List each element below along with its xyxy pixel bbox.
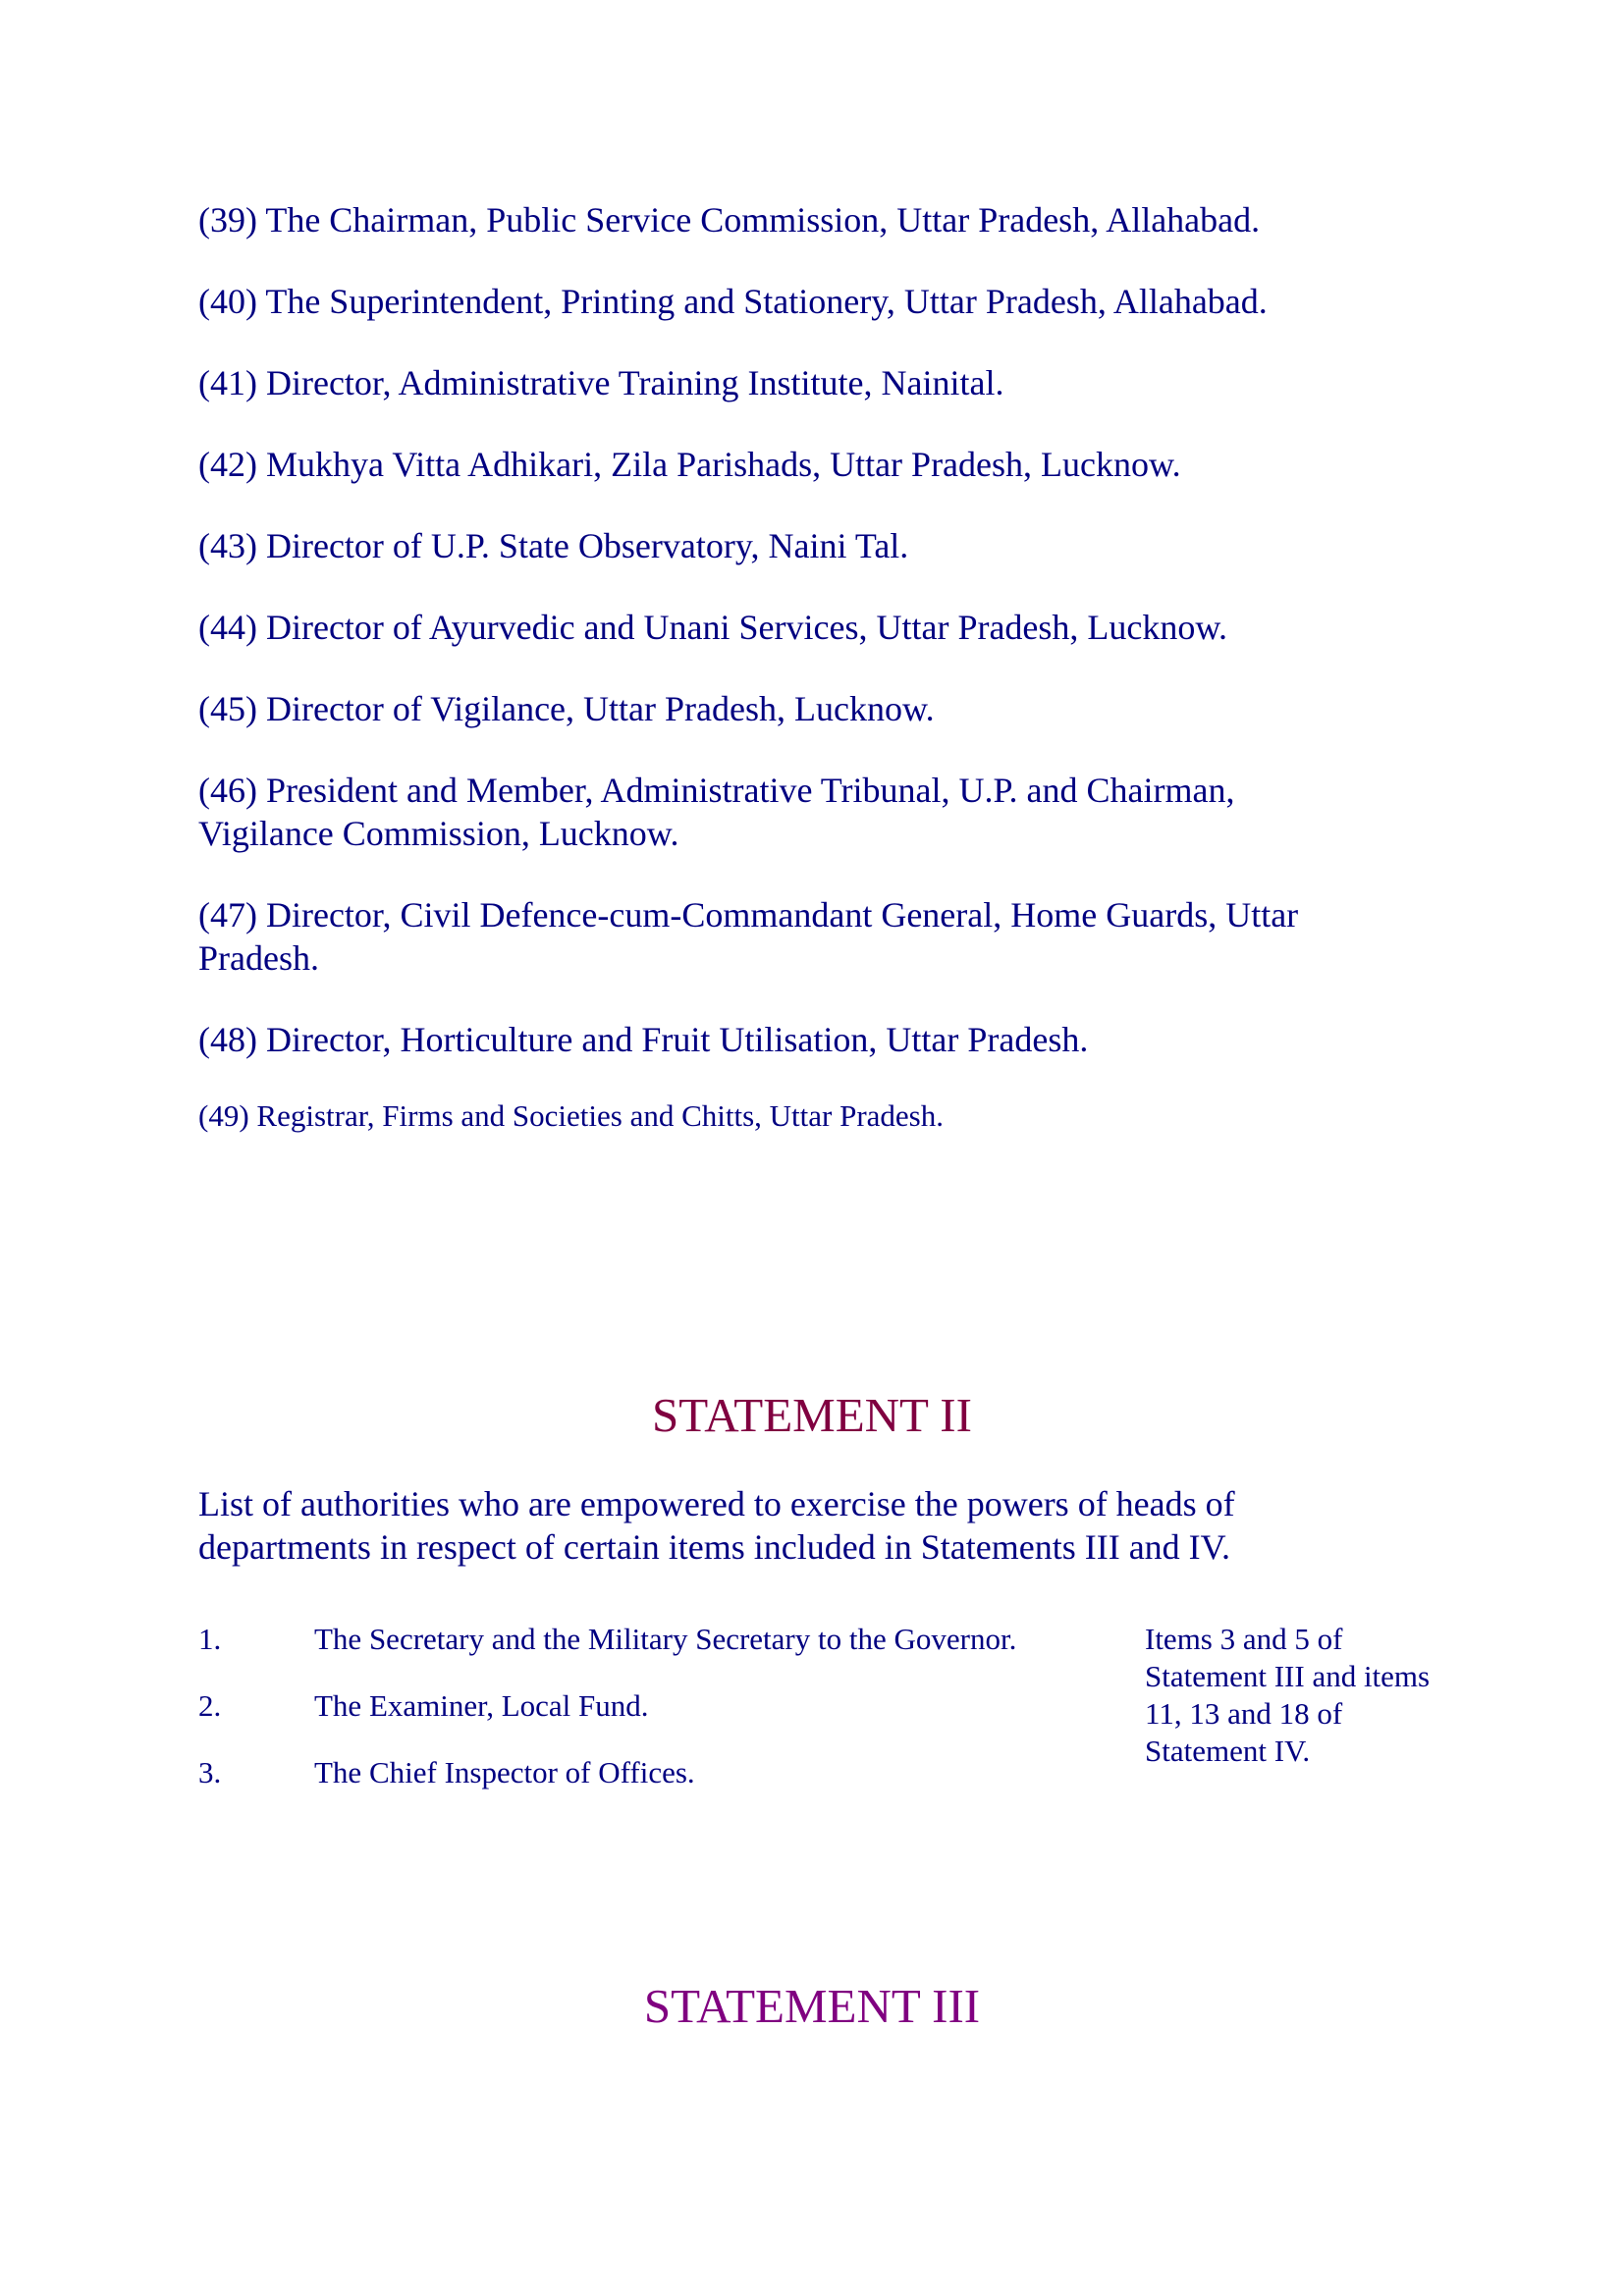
- intro-line: departments in respect of certain items included in Statements III and IV.: [198, 1527, 1231, 1567]
- list-item-44: [198, 606, 1435, 649]
- list-item-49: [198, 1097, 1435, 1135]
- list-item-line: (43) Director of U.P. State Observatory, Naini Tal.: [198, 526, 909, 565]
- list-item-47: [198, 893, 1435, 980]
- list-item-46: [198, 769, 1435, 855]
- list-item-43: [198, 524, 1435, 567]
- note-line: 11, 13 and 18 of: [1145, 1696, 1343, 1731]
- authority-name-3: The Chief Inspector of Offices.: [314, 1755, 695, 1789]
- list-item-line: (45) Director of Vigilance, Uttar Pradesh, Lucknow.: [198, 689, 935, 728]
- list-item-line: (39) The Chairman, Public Service Commission, Uttar Pradesh, Allahabad.: [198, 200, 1261, 240]
- intro-line: List of authorities who are empowered to exercise the powers of heads of: [198, 1484, 1235, 1523]
- statement-3-heading: STATEMENT III: [643, 1979, 981, 2033]
- list-item-line: (44) Director of Ayurvedic and Unani Services, Uttar Pradesh, Lucknow.: [198, 608, 1228, 647]
- authority-number-3: 3.: [198, 1755, 222, 1789]
- list-item-41: [198, 361, 1435, 404]
- statement-2-intro: [198, 1482, 1435, 1569]
- applicable-items-note: [1145, 1621, 1469, 1770]
- list-item-45: [198, 687, 1435, 730]
- list-item-line: (46) President and Member, Administrative Tribunal, U.P. and Chairman,: [198, 771, 1235, 810]
- note-line: Statement IV.: [1145, 1734, 1311, 1768]
- note-line: Items 3 and 5 of: [1145, 1622, 1343, 1656]
- authority-number-2: 2.: [198, 1688, 222, 1723]
- list-item-line: (42) Mukhya Vitta Adhikari, Zila Parishads, Uttar Pradesh, Lucknow.: [198, 445, 1181, 484]
- list-item-39: [198, 198, 1435, 241]
- list-item-line: Pradesh.: [198, 938, 319, 978]
- list-item-line: Vigilance Commission, Lucknow.: [198, 814, 679, 853]
- list-item-line: (49) Registrar, Firms and Societies and Chitts, Uttar Pradesh.: [198, 1098, 945, 1133]
- list-item-line: (47) Director, Civil Defence-cum-Commandant General, Home Guards, Uttar: [198, 895, 1299, 934]
- list-item-line: (41) Director, Administrative Training Institute, Nainital.: [198, 363, 1004, 402]
- authority-name-1: The Secretary and the Military Secretary to the Governor.: [314, 1622, 1017, 1656]
- list-item-line: (48) Director, Horticulture and Fruit Utilisation, Uttar Pradesh.: [198, 1020, 1089, 1059]
- list-item-40: [198, 280, 1435, 323]
- list-item-line: (40) The Superintendent, Printing and Stationery, Uttar Pradesh, Allahabad.: [198, 282, 1268, 321]
- authority-number-1: 1.: [198, 1622, 222, 1656]
- list-item-42: [198, 443, 1435, 486]
- note-line: Statement III and items: [1145, 1659, 1431, 1693]
- list-item-48: [198, 1018, 1435, 1061]
- authority-name-2: The Examiner, Local Fund.: [314, 1688, 649, 1723]
- statement-2-heading: STATEMENT II: [652, 1388, 972, 1442]
